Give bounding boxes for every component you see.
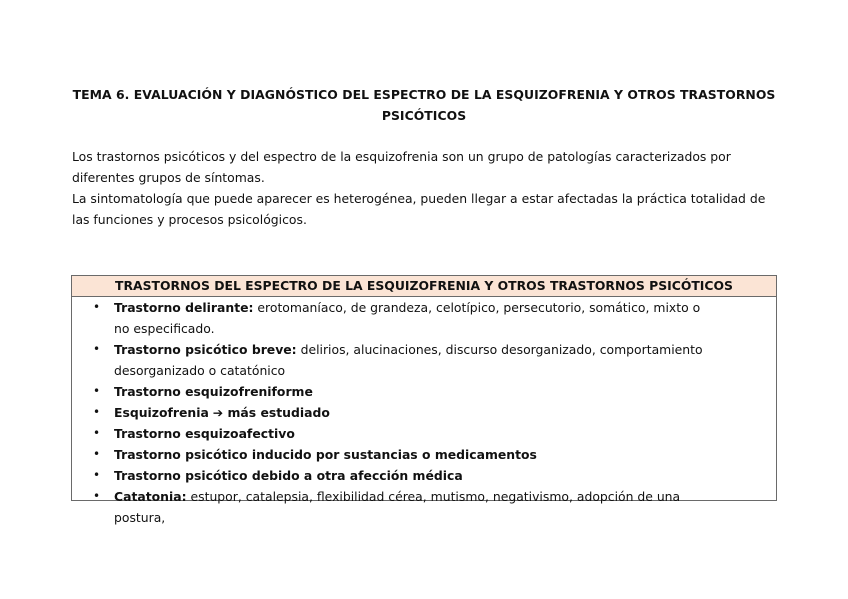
bullet-icon: •	[93, 342, 101, 356]
disorders-list	[72, 297, 776, 528]
bullet-icon: •	[93, 384, 101, 398]
list-item	[72, 381, 776, 402]
bullet-icon: •	[93, 300, 101, 314]
right-arrow-icon: ➔	[212, 405, 224, 420]
disorder-term: Catatonia:	[114, 489, 187, 504]
intro-paragraph: La sintomatología que puede aparecer es heterogénea, pueden llegar a estar afectadas la práctica totalidad de las funciones y procesos psicológicos.	[72, 191, 766, 227]
disorder-detail: erotomaníaco, de grandeza, celotípico, persecutorio, somático, mixto o no especificado.	[114, 300, 701, 336]
list-item	[72, 339, 776, 381]
disorder-term: Trastorno esquizofreniforme	[114, 384, 313, 399]
disorder-term: Trastorno psicótico inducido por sustancias o medicamentos	[114, 447, 537, 462]
list-item	[72, 297, 776, 339]
list-item	[72, 402, 776, 423]
disorder-term: Trastorno esquizoafectivo	[114, 426, 295, 441]
bullet-icon: •	[93, 405, 101, 419]
list-item	[72, 465, 776, 486]
bullet-icon: •	[93, 468, 101, 482]
disorders-table	[71, 275, 777, 525]
intro-paragraph: Los trastornos psicóticos y del espectro de la esquizofrenia son un grupo de patologías caracterizados por diferentes grupos de síntomas.	[72, 149, 731, 185]
list-item	[72, 444, 776, 465]
disorder-detail: delirios, alucinaciones, discurso desorganizado, comportamiento desorganizado o catatónico	[114, 342, 703, 378]
disorder-term-suffix: más estudiado	[223, 405, 330, 420]
list-item	[72, 423, 776, 444]
disorder-term: Trastorno psicótico breve:	[114, 342, 297, 357]
list-item	[72, 486, 776, 528]
disorder-term: Trastorno psicótico debido a otra afección médica	[114, 468, 463, 483]
bullet-icon: •	[93, 447, 101, 461]
disorder-term: Trastorno delirante:	[114, 300, 254, 315]
disorder-detail: estupor, catalepsia, flexibilidad cérea, mutismo, negativismo, adopción de una postura,	[114, 489, 681, 525]
disorder-term: Esquizofrenia	[114, 405, 209, 420]
table-header: TRASTORNOS DEL ESPECTRO DE LA ESQUIZOFRENIA Y OTROS TRASTORNOS PSICÓTICOS	[72, 276, 776, 297]
intro-text	[72, 146, 776, 230]
document-title: TEMA 6. EVALUACIÓN Y DIAGNÓSTICO DEL ESPECTRO DE LA ESQUIZOFRENIA Y OTROS TRASTORNOS PSICÓTICOS	[72, 87, 776, 123]
bullet-icon: •	[93, 489, 101, 503]
bullet-icon: •	[93, 426, 101, 440]
